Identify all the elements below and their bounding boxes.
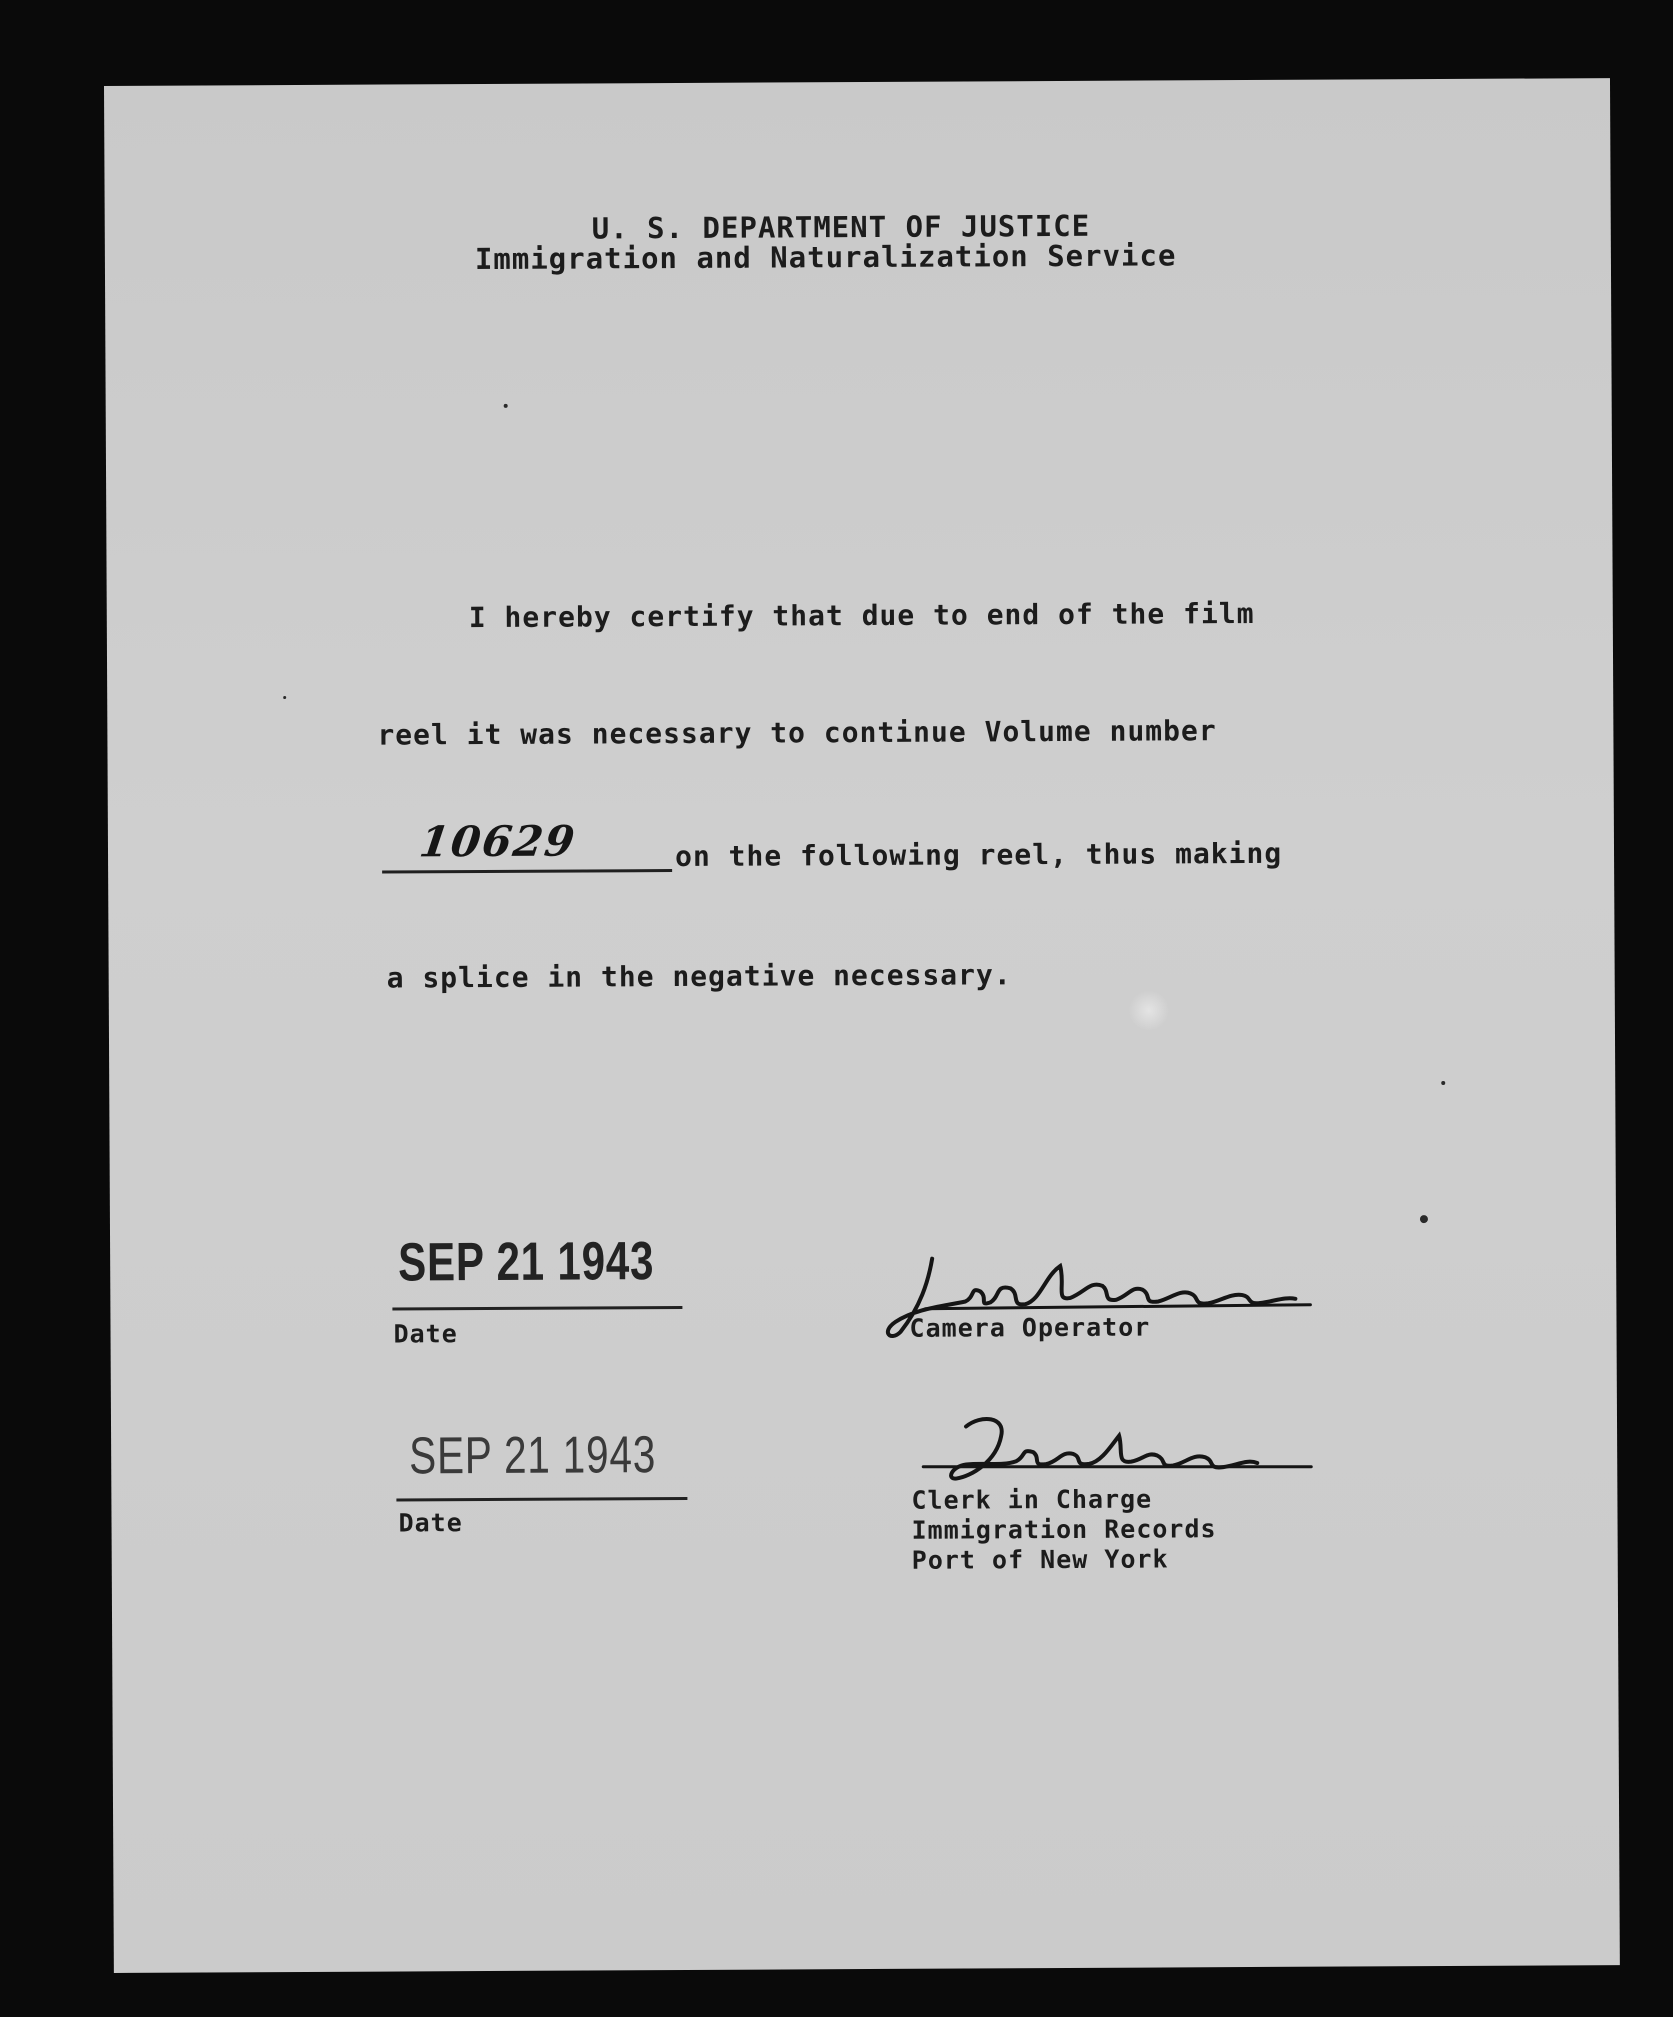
camera-operator-label: Camera Operator xyxy=(909,1312,1151,1343)
certification-line-1: I hereby certify that due to end of the film xyxy=(468,596,1255,635)
dust-speck xyxy=(504,404,508,408)
date-stamp-1: SEP 21 1943 xyxy=(398,1231,655,1293)
dust-speck xyxy=(1441,1081,1445,1085)
dust-speck xyxy=(1420,1215,1428,1223)
clerk-department: Immigration Records xyxy=(911,1514,1217,1545)
date-label-1: Date xyxy=(393,1319,458,1349)
date-stamp-2: SEP 21 1943 xyxy=(409,1426,657,1486)
service-heading: Immigration and Naturalization Service xyxy=(474,238,1177,277)
handwritten-volume-number: 10629 xyxy=(416,816,580,867)
certification-line-3: on the following reel, thus making xyxy=(674,836,1283,874)
date-line-2 xyxy=(396,1497,687,1502)
clerk-title: Clerk in Charge xyxy=(911,1484,1153,1515)
clerk-location: Port of New York xyxy=(911,1544,1169,1575)
clerk-signature xyxy=(911,1405,1331,1497)
date-line-1 xyxy=(392,1306,682,1311)
dust-speck xyxy=(283,696,286,699)
document-page xyxy=(104,78,1620,1973)
certification-line-4: a splice in the negative necessary. xyxy=(386,958,1012,995)
volume-number-blank-line xyxy=(382,869,672,874)
certification-line-2: reel it was necessary to continue Volume number xyxy=(377,714,1217,752)
film-smudge xyxy=(1129,990,1169,1030)
date-label-2: Date xyxy=(398,1508,463,1538)
agency-heading: U. S. DEPARTMENT OF JUSTICE xyxy=(591,208,1091,246)
